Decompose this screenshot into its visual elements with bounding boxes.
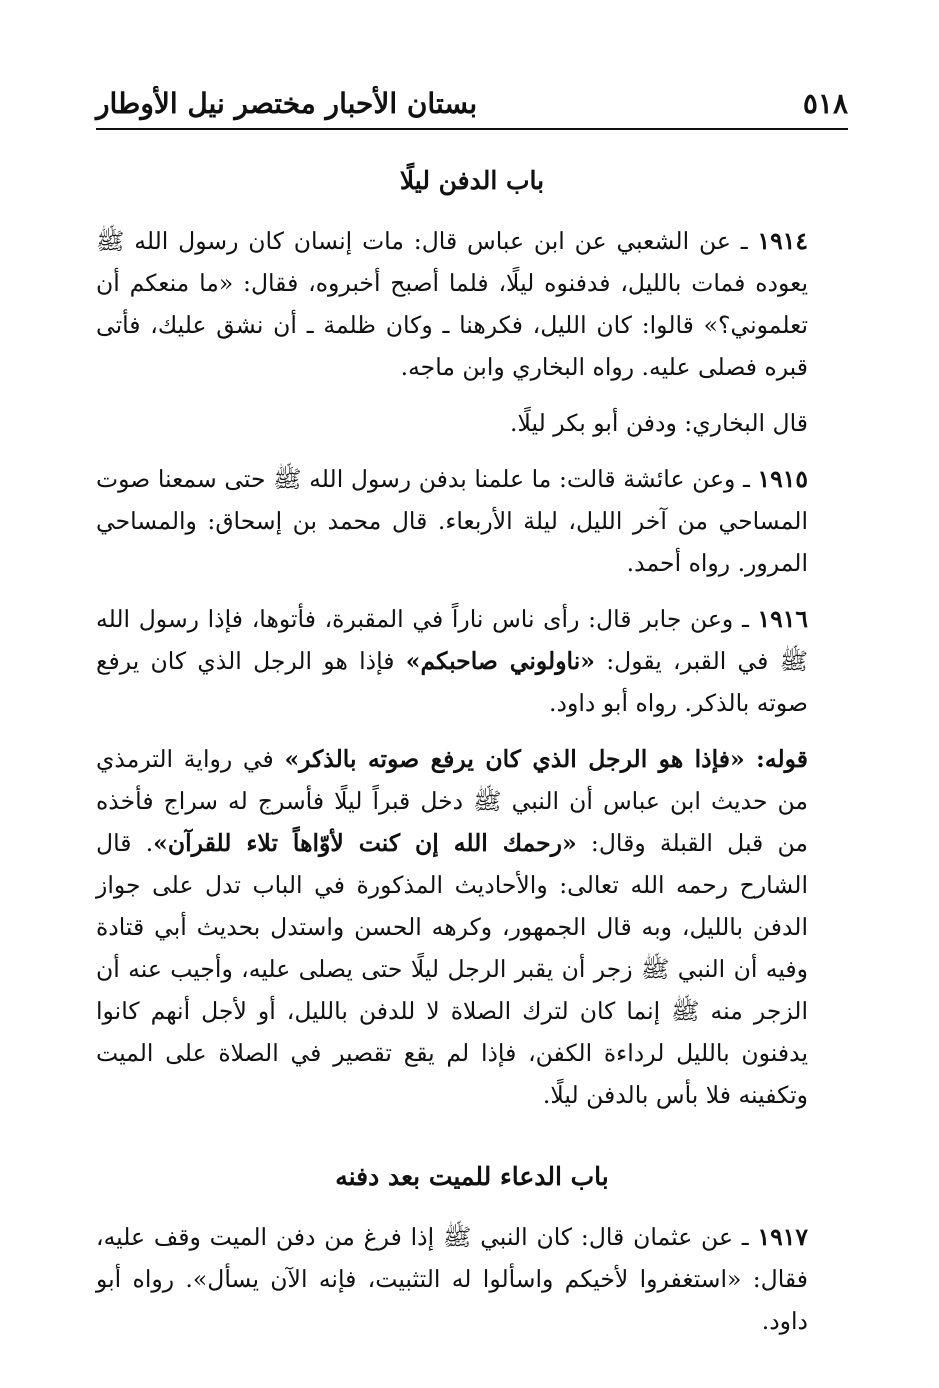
commentary-quote: : «فإذا هو الرجل الذي كان يرفع صوته بالذكر» (284, 745, 765, 773)
hadith-1914 (96, 220, 848, 388)
hadith-text: ـ عن الشعبي عن ابن عباس قال: مات إنسان كان رسول الله ﷺ يعوده فمات بالليل، فدفنوه ليلًا، فلما أصبح أخبروه، فقال: «ما منعكم أن تعلموني؟» قالوا: كان الليل، فكرهنا ـ وكان ظلمة ـ أن نشق عليك، فأتى قبره فصلى عليه. رواه البخاري وابن ماجه. (96, 227, 808, 381)
commentary (96, 738, 848, 1116)
hadith-number: ١٩١٥ (757, 465, 808, 493)
hadith-number: ١٩١٧ (757, 1223, 808, 1251)
commentary-text: . قال الشارح رحمه الله تعالى: والأحاديث المذكورة في الباب تدل على جواز الدفن بالليل، وبه قال الجمهور، وكرهه الحسن واستدل بحديث أبي قتادة وفيه أن النبي ﷺ زجر أن يقبر الرجل ليلًا حتى يصلى عليه، وأجيب عنه أن الزجر منه ﷺ إنما كان لترك الصلاة لا للدفن بالليل، أو لأجل أنهم كانوا يدفنون بالليل لرداءة الكفن، فإذا لم يقع تقصير في الصلاة على الميت وتكفينه فلا بأس بالدفن ليلًا. (96, 829, 808, 1109)
hadith-number: ١٩١٦ (757, 605, 808, 633)
hadith-text: ـ وعن عائشة قالت: ما علمنا بدفن رسول الله ﷺ حتى سمعنا صوت المساحي من آخر الليل، ليلة الأربعاء. قال محمد بن إسحاق: والمساحي المرور. رواه أحمد. (96, 465, 808, 577)
hadith-quote: «ناولوني صاحبكم» (405, 647, 595, 675)
commentary-quote: «رحمك الله إن كنت لأوّاهاً تلاء للقرآن» (153, 829, 577, 857)
page-number: ٥١٨ (802, 86, 848, 120)
commentary-label: قوله (764, 745, 808, 773)
hadith-1915 (96, 458, 848, 584)
hadith-1916 (96, 598, 848, 724)
hadith-text: فإذا هو الرجل الذي كان يرفع صوته بالذكر. رواه أبو داود. (96, 647, 808, 717)
hadith-number: ١٩١٤ (757, 227, 808, 255)
hadith-text: ـ وعن جابر قال: رأى ناس ناراً في المقبرة، فأتوها، فإذا رسول الله ﷺ في القبر، يقول: (96, 605, 808, 675)
commentary-text: في رواية الترمذي من حديث ابن عباس أن النبي ﷺ دخل قبراً ليلًا فأسرج له سراج فأخذه من قبل القبلة وقال: (96, 745, 808, 857)
hadith-1917 (96, 1216, 848, 1342)
running-header (96, 78, 848, 130)
page-body (96, 160, 848, 1356)
section-title-prayer-after-burial: باب الدعاء للميت بعد دفنه (335, 1162, 609, 1191)
hadith-text: ـ عن عثمان قال: كان النبي ﷺ إذا فرغ من دفن الميت وقف عليه، فقال: «استغفروا لأخيكم واسألوا له التثبيت، فإنه الآن يسأل». رواه أبو داود. (96, 1223, 808, 1335)
bukhari-note: قال البخاري: ودفن أبو بكر ليلًا. (510, 409, 808, 437)
section-title-burial-at-night: باب الدفن ليلًا (399, 166, 545, 195)
book-title: بستان الأحبار مختصر نيل الأوطار (96, 86, 478, 120)
